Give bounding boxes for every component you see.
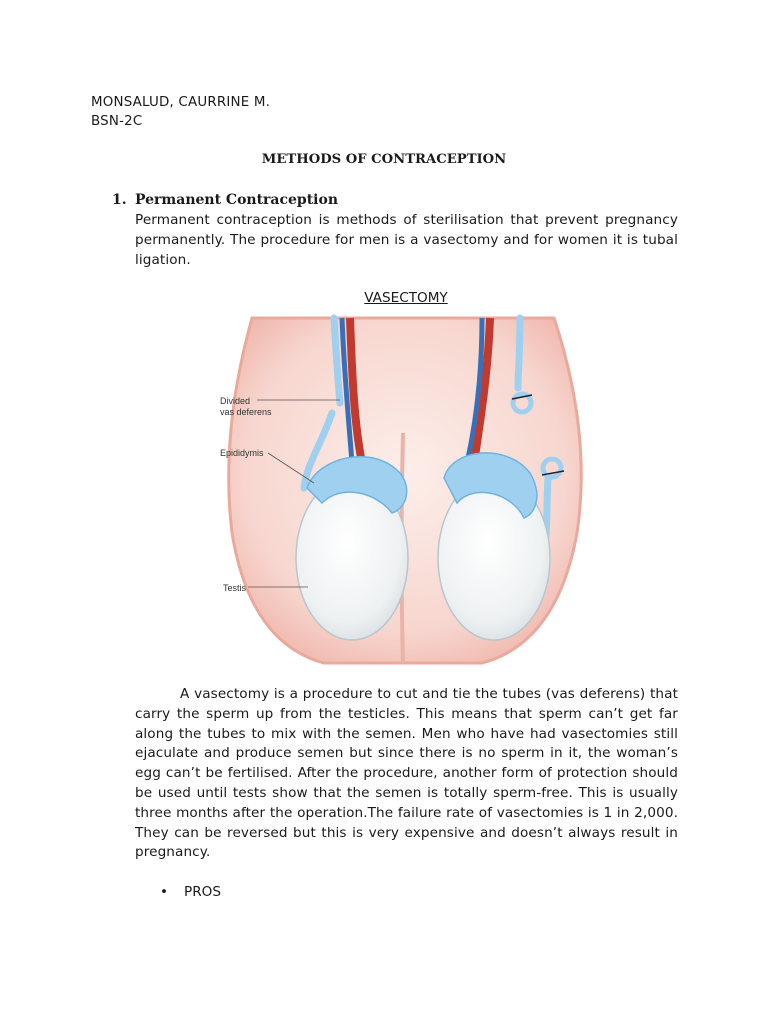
pros-bullet bbox=[160, 884, 221, 900]
label-vas-deferens: vas deferens bbox=[220, 407, 272, 417]
label-testis: Testis bbox=[222, 583, 246, 593]
student-name: MONSALUD, CAURRINE M. bbox=[91, 95, 271, 110]
label-epididymis: Epididymis bbox=[220, 448, 264, 458]
right-vas-deferens-upper bbox=[518, 318, 520, 388]
vasectomy-illustration bbox=[212, 313, 594, 678]
section-number: 1. bbox=[112, 192, 127, 208]
section-heading bbox=[112, 192, 338, 208]
label-divided: Divided bbox=[220, 396, 251, 406]
section-heading-text: Permanent Contraception bbox=[135, 192, 339, 208]
figure-caption: VASECTOMY bbox=[364, 290, 448, 306]
student-section: BSN-2C bbox=[91, 114, 143, 129]
vasectomy-paragraph: A vasectomy is a procedure to cut and tie the tubes (vas deferens) that carry the sperm up from the testicles. This means that sperm can’t get far along the tubes to mix with the semen. Men who have had vasectomies still ejaculate and produce semen but since there is no sperm in it, the woman’s egg can’t be fertilised. After the procedure, another form of protection should be used until tests show that the semen is totally sperm-free. This is usually three months after the operation.The failure rate of vasectomies is 1 in 2,000. They can be reversed but this is very expensive and doesn’t always result in pregnancy. bbox=[135, 686, 678, 861]
bullet-marker: • bbox=[160, 884, 169, 900]
intro-paragraph: Permanent contraception is methods of sterilisation that prevent pregnancy permanently. The procedure for men is a vasectomy and for women it is tubal ligation. bbox=[135, 212, 678, 268]
pros-label: PROS bbox=[184, 884, 221, 900]
document-title: METHODS OF CONTRACEPTION bbox=[261, 152, 507, 167]
